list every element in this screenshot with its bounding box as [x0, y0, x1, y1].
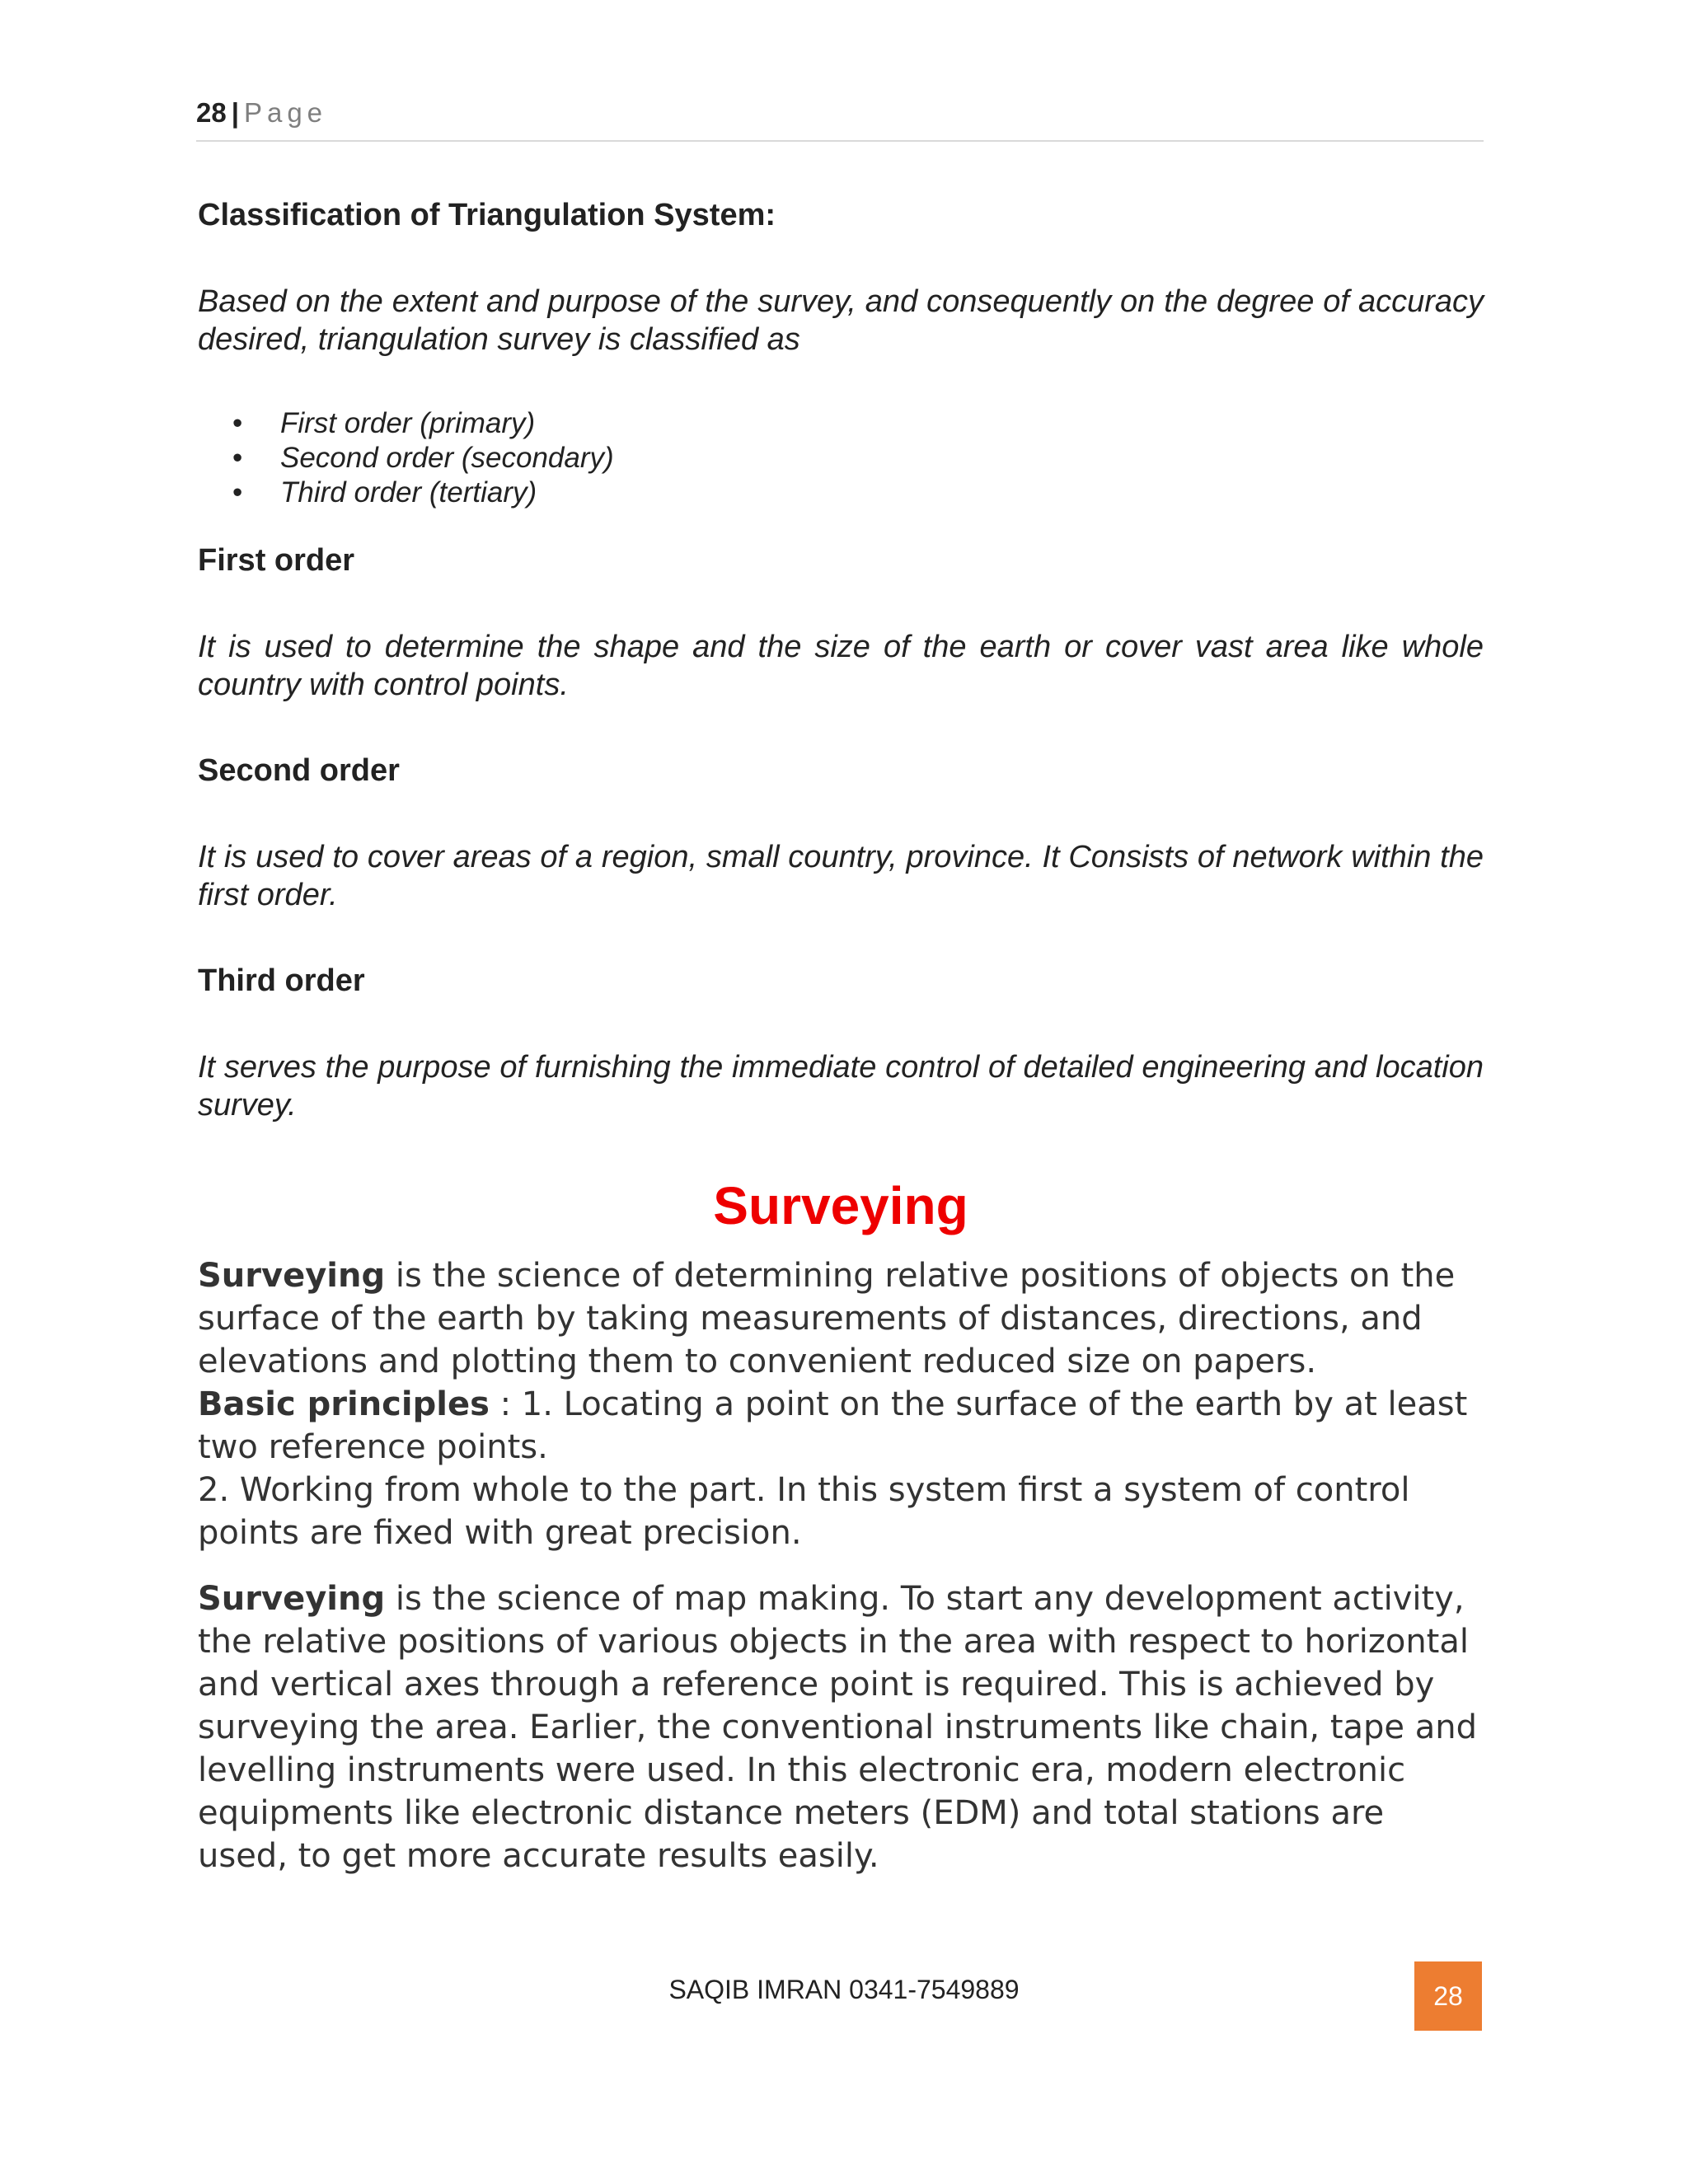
surveying-definition-text: is the science of determining relative positions of objects on the surface of the earth by taking measurements of distances, directions, and elevations and plotting them to convenient reduced size on papers.: [198, 1257, 1456, 1380]
list-item: [198, 406, 1484, 441]
surveying-title: Surveying: [713, 1176, 968, 1235]
first-order-heading: First order: [198, 543, 355, 578]
classification-intro: Based on the extent and purpose of the survey, and consequently on the degree of accuracy desired, triangulation survey is classified as: [198, 284, 1484, 357]
basic-principles: [198, 1383, 1484, 1469]
classification-list: [198, 406, 1484, 510]
bullet-icon: •: [232, 476, 243, 509]
page-header: [196, 97, 1484, 142]
surveying-map-making: [198, 1577, 1484, 1877]
list-item: [198, 441, 1484, 476]
list-item-text: First order (primary): [280, 407, 536, 439]
second-order-heading: Second order: [198, 753, 400, 788]
footer-author: SAQIB IMRAN 0341-7549889: [668, 1975, 1020, 2004]
page-content: [198, 198, 1484, 1877]
surveying-definition: [198, 1254, 1484, 1383]
list-item-text: Third order (tertiary): [280, 476, 537, 509]
header-page-word: Page: [243, 97, 328, 128]
bullet-icon: •: [232, 407, 243, 439]
third-order-text: It serves the purpose of furnishing the immediate control of detailed engineering and location survey.: [198, 1050, 1484, 1122]
header-page-number: 28: [196, 97, 227, 128]
list-item-text: Second order (secondary): [280, 442, 614, 474]
bullet-icon: •: [232, 442, 243, 474]
principle-two: 2. Working from whole to the part. In this system first a system of control points are fixed with great precision.: [198, 1471, 1410, 1552]
footer-page-badge: 28: [1414, 1961, 1482, 2031]
surveying-definition-bold: Surveying: [198, 1257, 386, 1295]
surveying-map-making-text: is the science of map making. To start any development activity, the relative positions of various objects in the area with respect to horizontal and vertical axes through a reference point is required. This is achieved by surveying the area. Earlier, the conventional instruments like chain, tape and levelling instruments were used. In this electronic era, modern electronic equipments like electronic distance meters (EDM) and total stations are used, to get more accurate results easily.: [198, 1580, 1478, 1875]
classification-heading: Classification of Triangulation System:: [198, 198, 776, 232]
first-order-text: It is used to determine the shape and the size of the earth or cover vast area like whole country with control points.: [198, 630, 1484, 702]
header-separator: |: [231, 97, 239, 128]
second-order-text: It is used to cover areas of a region, small country, province. It Consists of network within the first order.: [198, 840, 1484, 912]
list-item: [198, 476, 1484, 510]
basic-principles-text: : 1. Locating a point on the surface of the earth by at least two reference points.: [198, 1385, 1468, 1466]
basic-principles-label: Basic principles: [198, 1385, 490, 1423]
surveying-map-making-bold: Surveying: [198, 1580, 386, 1618]
third-order-heading: Third order: [198, 963, 365, 998]
